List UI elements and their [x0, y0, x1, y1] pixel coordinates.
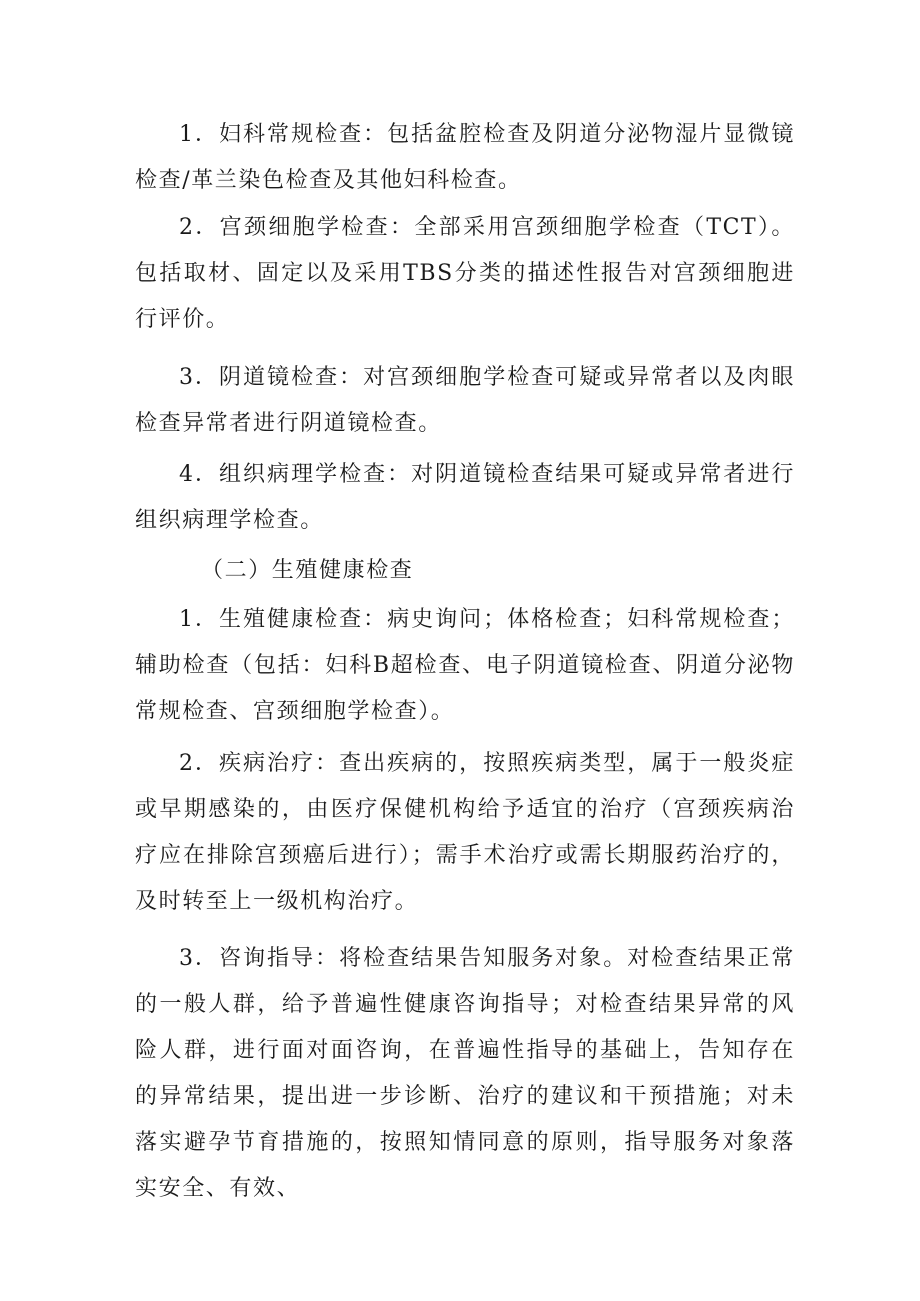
paragraph-cervical-cytology: 2．宫颈细胞学检查：全部采用宫颈细胞学检查（TCT）。包括取材、固定以及采用TBS分类的描述性报告对宫颈细胞进行评价。: [135, 215, 795, 332]
section-heading-reproductive-health: （二）生殖健康检查: [201, 558, 414, 583]
paragraph-gynecological-exam: 1．妇科常规检查：包括盆腔检查及阴道分泌物湿片显微镜检查/革兰染色检查及其他妇科检查。: [135, 122, 795, 193]
paragraph-histopathology: 4．组织病理学检查：对阴道镜检查结果可疑或异常者进行组织病理学检查。: [135, 462, 795, 533]
paragraph-disease-treatment: 2．疾病治疗：查出疾病的，按照疾病类型，属于一般炎症或早期感染的，由医疗保健机构给予适宜的治疗（宫颈疾病治疗应在排除宫颈癌后进行）；需手术治疗或需长期服药治疗的，及时转至上一级机构治疗。: [135, 751, 795, 914]
paragraph-colposcopy: 3．阴道镜检查：对宫颈细胞学检查可疑或异常者以及肉眼检查异常者进行阴道镜检查。: [135, 365, 795, 436]
paragraph-counseling-guidance: 3．咨询指导：将检查结果告知服务对象。对检查结果正常的一般人群，给予普遍性健康咨询指导；对检查结果异常的风险人群，进行面对面咨询，在普遍性指导的基础上，告知存在的异常结果，提出进一步诊断、治疗的建议和干预措施；对未落实避孕节育措施的，按照知情同意的原则，指导服务对象落实安全、有效、: [135, 946, 795, 1201]
paragraph-reproductive-health-exam: 1．生殖健康检查：病史询问；体格检查；妇科常规检查；辅助检查（包括：妇科B超检查、电子阴道镜检查、阴道分泌物常规检查、宫颈细胞学检查）。: [135, 607, 795, 724]
